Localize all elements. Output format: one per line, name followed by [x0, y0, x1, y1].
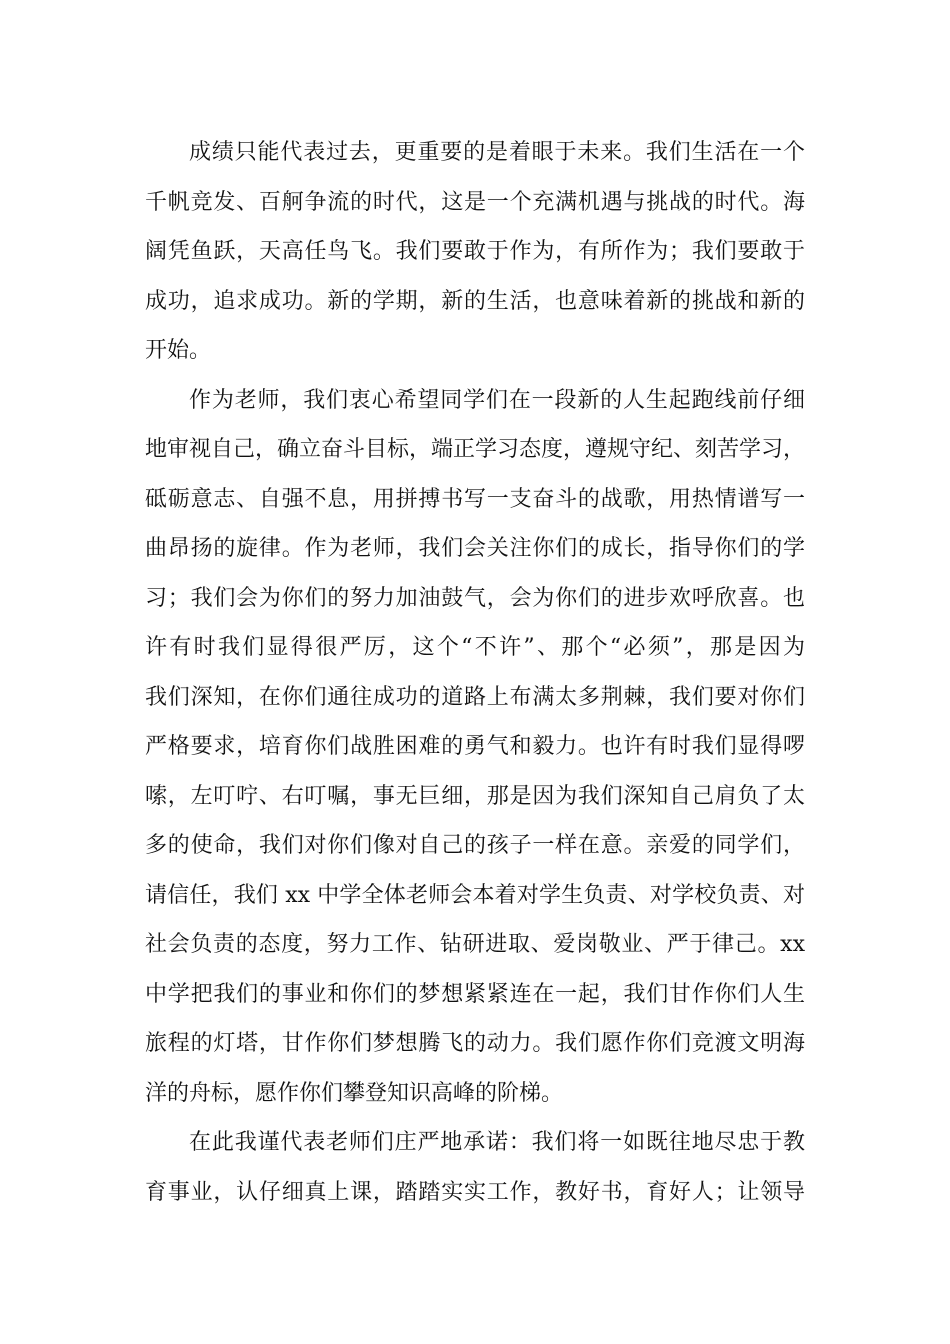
text-line: 成绩只能代表过去，更重要的是着眼于未来。我们生活在一个	[189, 140, 805, 165]
text-line: 请信任，我们 xx 中学全体老师会本着对学生负责、对学校负责、对	[145, 882, 805, 908]
text-line: 嗦，左叮咛、右叮嘱，事无巨细，那是因为我们深知自己肩负了太	[145, 783, 805, 809]
text-line: 千帆竞发、百舸争流的时代，这是一个充满机遇与挑战的时代。海	[145, 189, 805, 215]
text-line: 砥砺意志、自强不息，用拼搏书写一支奋斗的战歌，用热情谱写一	[145, 486, 805, 512]
text-line: 严格要求，培育你们战胜困难的勇气和毅力。也许有时我们显得啰	[145, 734, 805, 759]
paragraph-3	[145, 1118, 805, 1217]
text-line: 旅程的灯塔，甘作你们梦想腾飞的动力。我们愿作你们竞渡文明海	[145, 1031, 805, 1056]
paragraph-1	[145, 128, 805, 376]
text-line: 育事业，认仔细真上课，踏踏实实工作，教好书，育好人；让领导	[145, 1179, 805, 1205]
text-line: 作为老师，我们衷心希望同学们在一段新的人生起跑线前仔细	[189, 387, 805, 413]
document-body	[145, 128, 805, 1217]
text-line: 成功，追求成功。新的学期，新的生活，也意味着新的挑战和新的	[145, 288, 805, 314]
text-line: 阔凭鱼跃，天高任鸟飞。我们要敢于作为，有所作为；我们要敢于	[145, 239, 805, 264]
paragraph-2	[145, 376, 805, 1119]
text-line: 在此我谨代表老师们庄严地承诺：我们将一如既往地尽忠于教	[189, 1130, 805, 1155]
text-line: 许有时我们显得很严厉，这个“不许”、那个“必须”，那是因为	[145, 635, 805, 660]
text-line: 洋的舟标，愿作你们攀登知识高峰的阶梯。	[145, 1080, 564, 1106]
text-line: 中学把我们的事业和你们的梦想紧紧连在一起，我们甘作你们人生	[145, 981, 805, 1007]
text-line: 地审视自己，确立奋斗目标，端正学习态度，遵规守纪、刻苦学习，	[145, 437, 806, 462]
text-line: 社会负责的态度，努力工作、钻研进取、爱岗敬业、严于律己。xx	[145, 932, 805, 957]
text-line: 多的使命，我们对你们像对自己的孩子一样在意。亲爱的同学们，	[145, 833, 805, 858]
text-line: 曲昂扬的旋律。作为老师，我们会关注你们的成长，指导你们的学	[145, 536, 805, 561]
text-line: 习；我们会为你们的努力加油鼓气，会为你们的进步欢呼欣喜。也	[145, 585, 805, 611]
text-line: 我们深知，在你们通往成功的道路上布满太多荆棘，我们要对你们	[145, 684, 805, 710]
text-line: 开始。	[145, 338, 212, 363]
